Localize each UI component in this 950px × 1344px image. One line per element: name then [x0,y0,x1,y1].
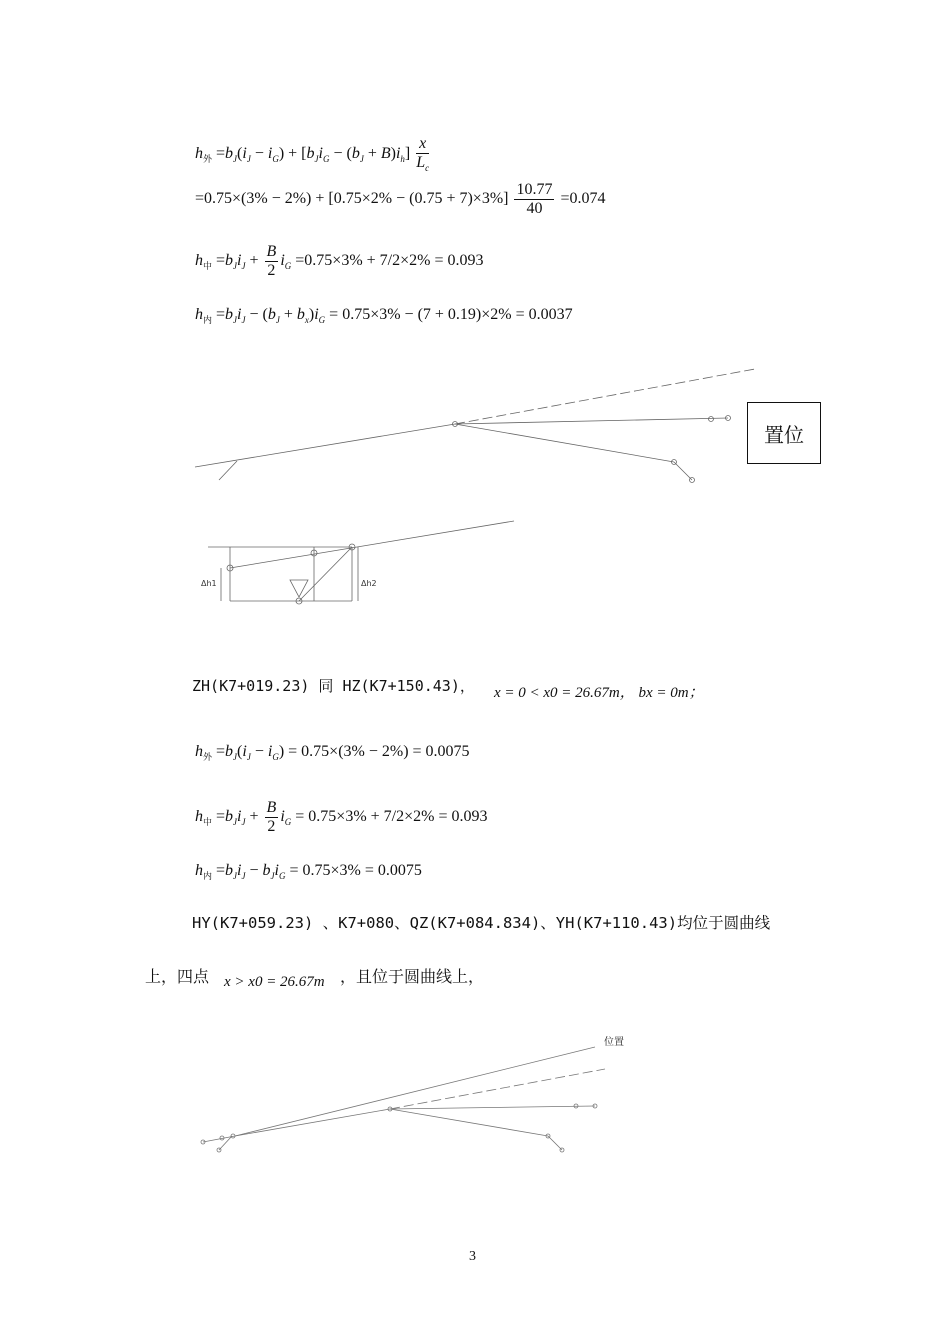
formula-2-prefix: =0.75×(3% − 2%) + [0.75×2% − (0.75 + 7)×3%] [195,190,509,208]
formula-3-result: =0.75×3% + 7/2×2% = 0.093 [295,252,484,270]
formula-h-inner-2: $h_内 =b_Ji_J - b_Ji_G = 0.75\times 3\% = 0.0075$ [195,862,422,882]
formula-h-outer-2: $h_外 =b_J(i_J - i_G) = 0.75\times(3\% - 2\%) = 0.0075$ [195,743,470,763]
formula-h-inner: $h_内 =b_Ji_J - (b_J + b_x)i_G = 0.75\times 3\% - (7 + 0.19)\times 2\% = 0.0037$ [195,306,573,326]
four-points-text: 上，四点 [145,967,210,986]
zh-line-text: ZH(K7+019.23) 同 HZ(K7+150.43)， [192,677,475,695]
zh-condition: x = 0 < x0 = 26.67m， bx = 0m； [494,685,704,701]
diagram-3 [201,1047,605,1152]
diagram-3-label: 位置 [604,1037,624,1048]
position-box-label: 置位 [764,422,804,447]
formula-4-result: = 0.75×3% − (7 + 0.19)×2% = 0.0037 [329,306,573,323]
diagram-2 [208,521,514,604]
page-number: 3 [469,1249,476,1264]
delta-h2-label: Δh2 [361,579,377,588]
four-points-text-2: ，且位于圆曲线上， [340,967,485,986]
four-points-condition: x > x0 = 26.67m [224,974,325,990]
formula-h-middle-2: $h_中 =b_Ji_J$ + $\frac{B}{2}$ $i_G = 0.75\times 3\% + 7/2\times 2\% = 0.093$ [195,799,488,835]
formula-2-denominator: 40 [526,200,543,217]
hy-line-text: HY(K7+059.23) 、K7+080、QZ(K7+084.834)、YH(K7+110.43)均位于圆曲线 [192,914,771,932]
formula-h-outer: $h_外 =b_J(i_J - i_G) + [b_Ji_G - (b_J + B)i_h]$ $\frac{x}{L_c}$ [195,135,430,173]
delta-h1-label: Δh1 [201,579,217,588]
formula-h-middle: $h_中 =b_Ji_J$ + $\frac{B}{2}$ $i_G =0.75\times 3\% + 7/2\times 2\% = 0.093$ [195,243,484,279]
formula-5-result: = 0.75×(3% − 2%) = 0.0075 [288,743,470,760]
formula-7-result: = 0.75×3% = 0.0075 [289,862,422,879]
diagram-1 [195,369,755,483]
formula-6-result: = 0.75×3% + 7/2×2% = 0.093 [295,808,488,826]
formula-2-numerator: 10.77 [516,181,553,198]
position-box [747,402,821,464]
formula-2-result: =0.074 [560,190,606,208]
